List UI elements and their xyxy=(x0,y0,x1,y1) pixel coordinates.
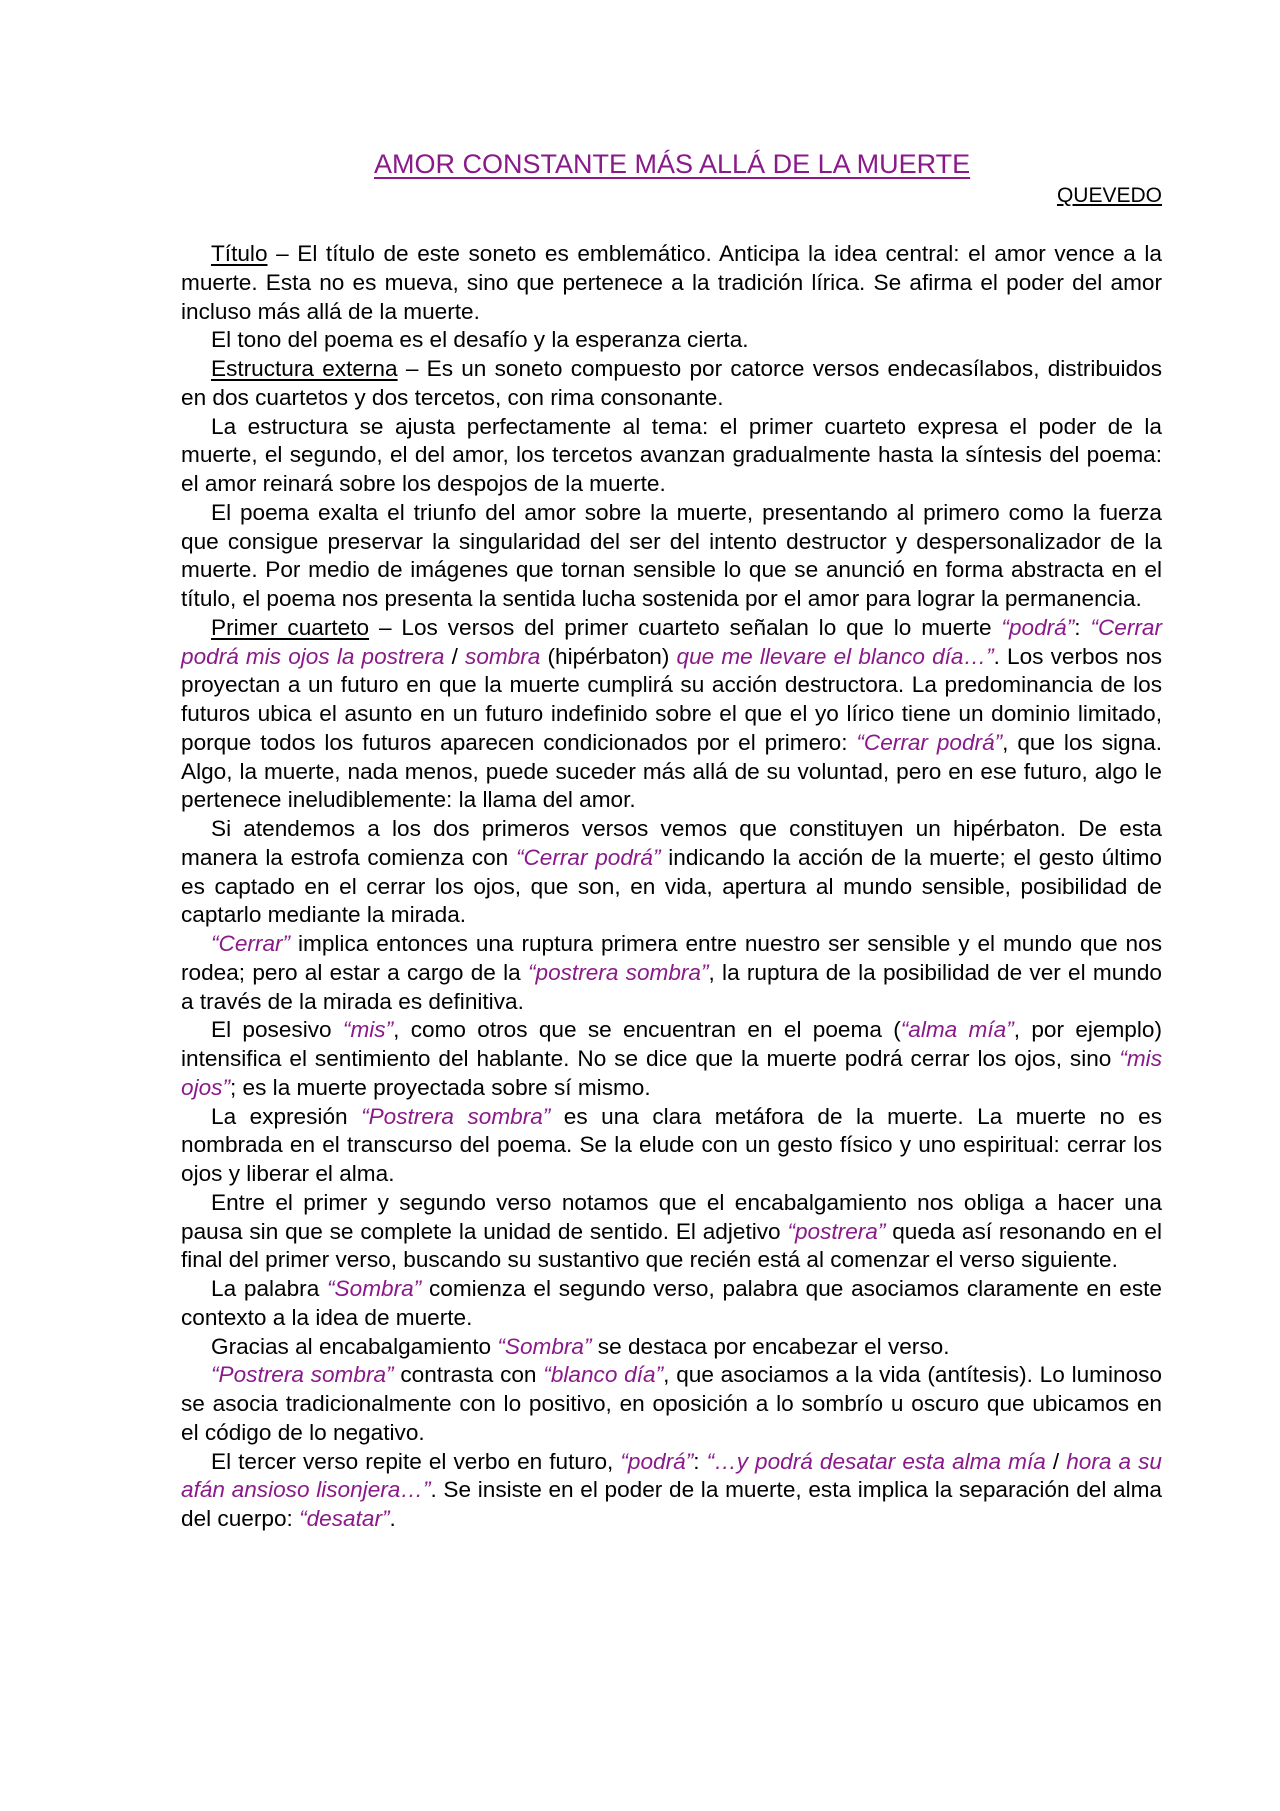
paragraph xyxy=(181,1448,1162,1534)
paragraph-text: Entre el primer y segundo verso notamos que el encabalgamiento nos obliga a hacer una pausa sin que se complete la unidad de sentido. El adjetivo xyxy=(181,1189,1162,1244)
paragraph xyxy=(181,1016,1162,1102)
paragraph-text: El tono del poema es el desafío y la esperanza cierta. xyxy=(211,327,749,353)
paragraph xyxy=(181,1361,1162,1447)
poem-quote: “mis ojos” xyxy=(181,1046,1162,1100)
section-heading: Título xyxy=(211,241,268,266)
paragraph-text: (hipérbaton) xyxy=(540,643,677,669)
poem-quote: “Postrera sombra” xyxy=(361,1103,551,1129)
poem-quote: “podrá” xyxy=(1001,614,1075,640)
poem-quote: que me llevare el blanco día…” xyxy=(676,643,994,669)
author-name: QUEVEDO xyxy=(1056,184,1162,207)
paragraph-text: implica entonces una ruptura primera entre nuestro ser sensible y el mundo que nos rodea; pero al estar a cargo de la xyxy=(181,931,1162,985)
paragraph-text: , que asociamos a la vida (antítesis). Lo luminoso se asocia tradicionalmente con lo positivo, en oposición a lo sombrío u oscuro que ubicamos en el código de lo negativo. xyxy=(181,1362,1162,1445)
paragraph xyxy=(181,326,1162,355)
paragraph-text: / xyxy=(1045,1448,1067,1474)
paragraph-text: La expresión xyxy=(211,1103,362,1129)
poem-quote: sombra xyxy=(465,643,541,669)
paragraph-text: – Los versos del primer cuarteto señalan lo que lo muerte xyxy=(369,614,1002,640)
poem-quote: “Sombra” xyxy=(327,1276,422,1301)
poem-quote: “Cerrar” xyxy=(211,931,291,956)
paragraph xyxy=(181,1275,1162,1333)
paragraph-text: Gracias al encabalgamiento xyxy=(211,1333,498,1359)
poem-quote: “podrá” xyxy=(620,1448,694,1474)
paragraph xyxy=(181,1103,1162,1189)
paragraph-text: . Se insiste en el poder de la muerte, esta implica la separación del alma del cuerpo: xyxy=(181,1477,1162,1531)
paragraph-text: , la ruptura de la posibilidad de ver el mundo a través de la mirada es definitiva. xyxy=(181,959,1162,1014)
paragraph-text: Si atendemos a los dos primeros versos vemos que constituyen un hipérbaton. De esta manera la estrofa comienza con xyxy=(181,816,1162,870)
paragraph-text: – El título de este soneto es emblemático. Anticipa la idea central: el amor vence a la muerte. Esta no es mueva, sino que pertenece a la tradición lírica. Se afirma el poder del amor incluso más allá de la muerte. xyxy=(181,241,1162,324)
paragraph xyxy=(181,1189,1162,1275)
paragraph xyxy=(181,355,1162,413)
poem-quote: “postrera” xyxy=(787,1218,886,1244)
paragraph-text: : xyxy=(1074,614,1091,640)
paragraph-text: indicando la acción de la muerte; el gesto último es captado en el cerrar los ojos, que son, en vida, apertura al mundo sensible, posibilidad de captarlo mediante la mirada. xyxy=(181,844,1162,928)
paragraph xyxy=(181,930,1162,1016)
paragraph-text: , por ejemplo) intensifica el sentimiento del hablante. No se dice que la muerte podrá cerrar los ojos, sino xyxy=(181,1017,1162,1071)
paragraph xyxy=(181,499,1162,614)
poem-quote: “Sombra” xyxy=(497,1333,592,1359)
paragraph xyxy=(181,413,1162,499)
paragraph-text: , que los signa. Algo, la muerte, nada menos, puede suceder más allá de su voluntad, pero en ese futuro, algo le pertenece ineludiblemente: la llama del amor. xyxy=(181,729,1162,813)
paragraph-text: , como otros que se encuentran en el poema ( xyxy=(393,1017,901,1043)
paragraph-text: . xyxy=(389,1506,396,1531)
poem-quote: “postrera sombra” xyxy=(527,959,709,985)
section-heading: Estructura externa xyxy=(211,356,398,381)
poem-quote: “Cerrar podrá” xyxy=(856,729,1003,755)
poem-quote: “mis” xyxy=(342,1017,394,1043)
paragraph xyxy=(181,614,1162,815)
paragraph xyxy=(181,1333,1162,1362)
paragraph-text: : xyxy=(693,1448,707,1474)
paragraph-text: ; es la muerte proyectada sobre sí mismo. xyxy=(229,1074,651,1100)
poem-quote: “blanco día” xyxy=(543,1362,664,1388)
poem-quote: “Cerrar podrá” xyxy=(515,844,661,870)
paragraph-text: . Los verbos nos proyectan a un futuro en que la muerte cumplirá su acción destructora. La predominancia de los futuros ubica el asunto en un futuro indefinido sobre el que el yo lírico tiene un dominio limitado, porque todos los futuros aparecen condicionados por el primero: xyxy=(181,643,1163,755)
poem-quote: “Cerrar podrá mis ojos la postrera xyxy=(181,614,1162,669)
paragraph-text: comienza el segundo verso, palabra que asociamos claramente en este contexto a la idea de muerte. xyxy=(181,1276,1162,1330)
paragraph-text: queda así resonando en el final del primer verso, buscando su sustantivo que recién está al comenzar el verso siguiente. xyxy=(181,1218,1162,1273)
poem-quote: “Postrera sombra” xyxy=(211,1362,394,1388)
paragraph-text: es una clara metáfora de la muerte. La muerte no es nombrada en el transcurso del poema. Se la elude con un gesto físico y uno espiritual: cerrar los ojos y liberar el alma. xyxy=(181,1103,1163,1186)
poem-quote: hora a su afán ansioso lisonjera…” xyxy=(181,1448,1162,1503)
document-body xyxy=(181,240,1162,1534)
poem-quote: “alma mía” xyxy=(900,1017,1014,1043)
paragraph-text: El posesivo xyxy=(211,1017,343,1043)
section-heading: Primer cuarteto xyxy=(211,614,370,640)
paragraph-text: La estructura se ajusta perfectamente al tema: el primer cuarteto expresa el poder de la muerte, el segundo, el del amor, los tercetos avanzan gradualmente hasta la síntesis del poema: el amor reinará sobre los despojos de la muerte. xyxy=(181,413,1162,496)
poem-quote: “desatar” xyxy=(299,1506,390,1531)
paragraph xyxy=(181,240,1162,326)
paragraph-text: / xyxy=(444,643,466,669)
paragraph-text: contrasta con xyxy=(393,1362,544,1388)
paragraph xyxy=(181,815,1162,930)
paragraph-text: La palabra xyxy=(211,1276,328,1301)
paragraph-text: se destaca por encabezar el verso. xyxy=(591,1333,950,1359)
poem-quote: “…y podrá desatar esta alma mía xyxy=(706,1448,1046,1474)
paragraph-text: El tercer verso repite el verbo en futuro, xyxy=(211,1448,621,1474)
document-title: AMOR CONSTANTE MÁS ALLÁ DE LA MUERTE xyxy=(374,149,971,179)
paragraph-text: El poema exalta el triunfo del amor sobre la muerte, presentando al primero como la fuerza que consigue preservar la singularidad del ser del intento destructor y despersonalizador de la muerte. Por medio de imágenes que tornan sensible lo que se anunció en forma abstracta en el título, el poema nos presenta la sentida lucha sostenida por el amor para lograr la permanencia. xyxy=(181,499,1162,611)
paragraph-text: – Es un soneto compuesto por catorce versos endecasílabos, distribuidos en dos cuartetos y dos tercetos, con rima consonante. xyxy=(181,356,1162,410)
